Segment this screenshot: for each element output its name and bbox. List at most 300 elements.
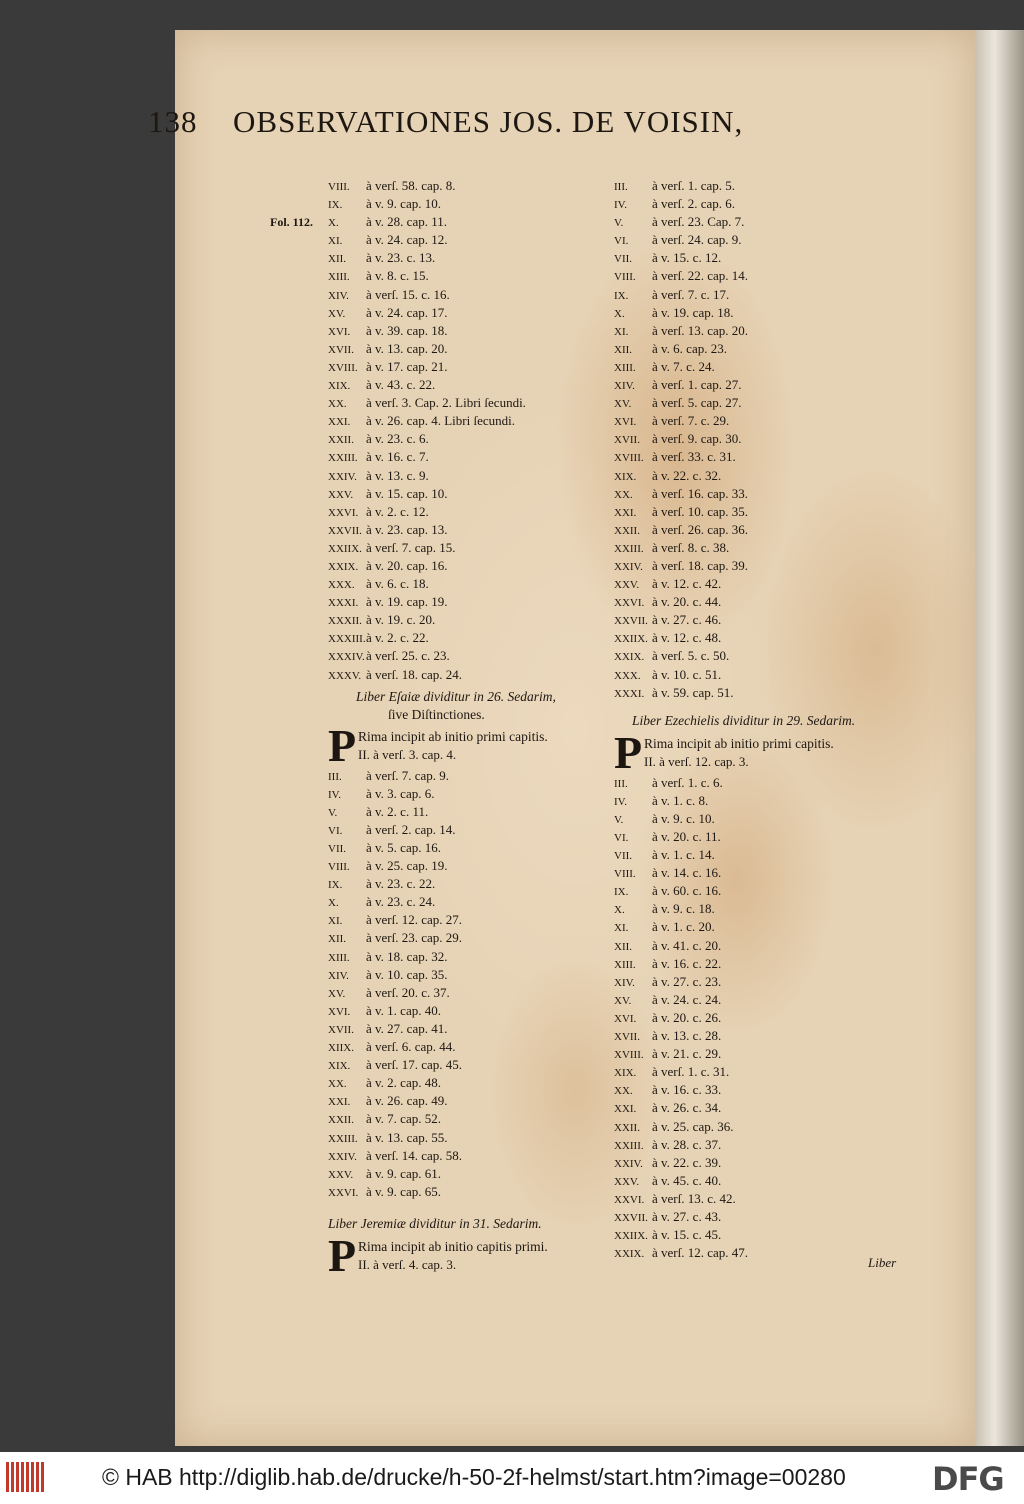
verse-reference: à verſ. 1. cap. 27. (652, 377, 742, 393)
verse-reference: à verſ. 3. Cap. 2. Libri ſecundi. (366, 395, 526, 411)
list-item (328, 821, 618, 839)
list-item (328, 430, 618, 448)
running-title: OBSERVATIONES JOS. DE VOISIN, (233, 104, 744, 139)
verse-reference: à verſ. 26. cap. 36. (652, 521, 749, 537)
list-item (328, 267, 618, 285)
page-header (148, 104, 743, 140)
sedarim-number: VI. (328, 824, 343, 837)
verse-reference: à v. 41. c. 20. (652, 937, 722, 953)
sedarim-number: XXVII. (614, 1211, 648, 1224)
verse-reference: à v. 27. cap. 41. (366, 1020, 448, 1036)
verse-reference: à v. 25. cap. 19. (366, 858, 448, 874)
list-item (328, 575, 618, 593)
sedarim-number: VII. (614, 850, 633, 863)
verse-reference: à verſ. 5. c. 50. (652, 648, 730, 664)
sedarim-number: VIII. (614, 868, 636, 881)
sedarim-number: XXXI. (328, 597, 359, 610)
verse-reference: à verſ. 6. cap. 44. (366, 1039, 456, 1055)
verse-reference: à v. 9. c. 18. (652, 901, 715, 917)
right-column (614, 177, 904, 1262)
list-item (614, 340, 904, 358)
list-item (614, 177, 904, 195)
list-item (614, 864, 904, 882)
verse-reference: à verſ. 7. c. 17. (652, 286, 730, 302)
sedarim-number: VIII. (328, 861, 350, 874)
verse-reference: à v. 20. c. 11. (652, 829, 721, 844)
list-item (614, 231, 904, 249)
incipit-second-line: II. à verſ. 4. cap. 3. (358, 1256, 457, 1272)
verse-reference: à v. 22. c. 39. (652, 1154, 722, 1170)
list-item (270, 213, 618, 231)
verse-reference: à v. 19. c. 20. (366, 612, 436, 628)
section-subtitle-esaiae: ſive Diſtinctiones. (388, 706, 485, 722)
sedarim-number: VII. (614, 253, 633, 266)
sedarim-number: IX. (614, 289, 629, 302)
verse-reference: à v. 20. cap. 16. (366, 557, 448, 573)
sedarim-number: XI. (328, 235, 343, 248)
sedarim-number: XVI. (328, 325, 351, 338)
list-item (328, 767, 618, 785)
list-item (328, 803, 618, 821)
sedarim-number: XVI. (328, 1005, 351, 1018)
verse-reference: à v. 6. c. 18. (366, 576, 429, 592)
list-item (328, 1092, 618, 1110)
list-item (328, 394, 618, 412)
sedarim-number: XXXII. (328, 615, 362, 628)
list-item (328, 857, 618, 875)
list-item (614, 937, 904, 955)
list-item (328, 948, 618, 966)
sedarim-number: X. (328, 217, 339, 230)
list-item (328, 1129, 618, 1147)
ezechielis-incipit (614, 726, 904, 778)
sedarim-number: XVIII. (328, 361, 358, 374)
sedarim-number: XIV. (328, 289, 349, 302)
verse-reference: à v. 18. cap. 32. (366, 948, 448, 964)
list-item (328, 358, 618, 376)
list-item (328, 611, 618, 629)
list-item (614, 991, 904, 1009)
list-item (328, 1165, 618, 1183)
list-item (614, 684, 904, 702)
sedarim-number: XXX. (328, 579, 355, 592)
list-item (328, 1147, 618, 1165)
list-item (614, 394, 904, 412)
sedarim-number: XXVII. (328, 524, 362, 537)
verse-reference: à v. 21. c. 29. (652, 1046, 722, 1062)
sedarim-number: XIII. (328, 951, 350, 964)
verse-reference: à v. 9. cap. 61. (366, 1165, 441, 1181)
sedarim-number: XXXIV. (328, 651, 365, 664)
sedarim-number: XX. (614, 488, 633, 501)
list-item (614, 828, 904, 846)
sedarim-number: XXIII. (328, 1132, 358, 1145)
list-item (328, 647, 618, 665)
list-item (614, 611, 904, 629)
list-item (328, 376, 618, 394)
list-item (328, 785, 618, 803)
verse-reference: à verſ. 1. c. 6. (652, 774, 723, 790)
sedarim-number: XXXIII. (328, 633, 366, 646)
verse-reference: à v. 23. cap. 13. (366, 521, 448, 537)
list-item (614, 467, 904, 485)
verse-reference: à v. 1. cap. 40. (366, 1002, 441, 1018)
verse-reference: à verſ. 16. cap. 33. (652, 485, 749, 501)
list-item (614, 647, 904, 665)
list-item (328, 1074, 618, 1092)
sedarim-number: XXIV. (614, 1157, 643, 1170)
list-item (328, 340, 618, 358)
verse-reference: à v. 16. c. 7. (366, 449, 429, 465)
list-item (614, 430, 904, 448)
list-item (328, 467, 618, 485)
sedarim-number: XXIV. (614, 560, 643, 573)
verse-reference: à v. 2. c. 22. (366, 630, 429, 646)
list-item (328, 1056, 618, 1074)
verse-reference: à verſ. 12. cap. 47. (652, 1245, 749, 1261)
sedarim-number: XXI. (614, 1103, 637, 1116)
verse-reference: à v. 26. cap. 4. Libri ſecundi. (366, 413, 515, 429)
sedarim-number: XVIII. (614, 1049, 644, 1062)
list-item (328, 485, 618, 503)
list-item (328, 177, 618, 195)
sedarim-number: XXX. (614, 669, 641, 682)
verse-reference: à v. 60. c. 16. (652, 883, 722, 899)
list-item (614, 1009, 904, 1027)
verse-reference: à v. 25. cap. 36. (652, 1118, 734, 1134)
list-item (614, 1208, 904, 1226)
sedarim-number: XXIIX. (328, 542, 362, 555)
list-item (614, 792, 904, 810)
verse-reference: à v. 13. c. 9. (366, 467, 429, 483)
list-item (614, 1118, 904, 1136)
sedarim-number: XXIV. (328, 470, 357, 483)
list-item (328, 666, 618, 684)
incipit-second-line: II. à verſ. 3. cap. 4. (358, 746, 457, 762)
right-list-2 (614, 774, 904, 1263)
list-item (328, 1002, 618, 1020)
verse-reference: à v. 16. c. 33. (652, 1082, 722, 1098)
sedarim-number: V. (614, 217, 624, 230)
incipit-second-line: II. à verſ. 12. cap. 3. (644, 753, 749, 769)
sedarim-number: III. (328, 770, 342, 783)
list-item (614, 1136, 904, 1154)
list-item (614, 1244, 904, 1262)
drop-cap: P (328, 719, 357, 771)
sedarim-number: IX. (328, 879, 343, 892)
left-list-1 (270, 177, 618, 684)
list-item (328, 557, 618, 575)
sedarim-number: XXI. (328, 416, 351, 429)
list-item (328, 286, 618, 304)
section-title-esaiae: Liber Eſaiæ dividitur in 26. Sedarim, (356, 688, 556, 704)
sedarim-number: XXVI. (614, 1193, 645, 1206)
sedarim-number: XXI. (614, 506, 637, 519)
sedarim-number: XXIII. (328, 452, 358, 465)
list-item (614, 1045, 904, 1063)
sedarim-number: XXV. (614, 579, 640, 592)
sedarim-number: VI. (614, 832, 629, 844)
sedarim-number: XXIII. (614, 542, 644, 555)
sedarim-number: III. (614, 777, 628, 790)
list-item (328, 322, 618, 340)
verse-reference: à v. 9. cap. 65. (366, 1183, 441, 1199)
sedarim-number: XXVII. (614, 615, 648, 628)
incipit-line: Rima incipit ab initio primi capitis. (358, 728, 548, 744)
list-item (328, 1183, 618, 1201)
list-item (614, 846, 904, 864)
sedarim-number: XVII. (328, 1023, 354, 1036)
list-item (614, 412, 904, 430)
verse-reference: à v. 2. c. 11. (366, 803, 429, 819)
sedarim-number: IV. (614, 199, 627, 212)
sedarim-number: XXIX. (328, 560, 359, 573)
sedarim-number: IX. (614, 886, 629, 899)
sedarim-number: XV. (614, 994, 632, 1007)
verse-reference: à v. 28. c. 37. (652, 1136, 722, 1152)
verse-reference: à verſ. 18. cap. 39. (652, 557, 749, 573)
verse-reference: à v. 15. c. 45. (652, 1227, 722, 1243)
catchword: Liber (868, 1255, 897, 1270)
incipit-line: Rima incipit ab initio capitis primi. (358, 1238, 548, 1254)
sedarim-number: VIII. (328, 181, 350, 193)
sedarim-number: X. (614, 307, 625, 320)
sedarim-number: XXII. (614, 524, 640, 537)
sedarim-number: XXIIX. (614, 1230, 648, 1243)
verse-reference: à v. 24. cap. 12. (366, 232, 448, 248)
list-item (328, 839, 618, 857)
sedarim-number: XXXV. (328, 669, 362, 682)
verse-reference: à v. 1. c. 8. (652, 792, 709, 808)
verse-reference: à verſ. 9. cap. 30. (652, 431, 742, 447)
verse-reference: à v. 14. c. 16. (652, 865, 722, 881)
sedarim-number: XIIX. (328, 1042, 354, 1055)
verse-reference: à v. 13. c. 28. (652, 1028, 722, 1044)
list-item (614, 955, 904, 973)
list-item (614, 521, 904, 539)
list-item (328, 984, 618, 1002)
verse-reference: à v. 19. cap. 19. (366, 594, 448, 610)
verse-reference: à verſ. 1. c. 31. (652, 1064, 730, 1080)
sedarim-number: XIX. (614, 470, 637, 483)
sedarim-number: XV. (328, 987, 346, 1000)
verse-reference: à v. 26. c. 34. (652, 1100, 722, 1116)
verse-reference: à v. 43. c. 22. (366, 377, 436, 393)
verse-reference: à verſ. 2. cap. 14. (366, 821, 456, 837)
list-item (614, 666, 904, 684)
margin-note: Fol. 112. (270, 215, 314, 230)
list-item (328, 966, 618, 984)
verse-reference: à verſ. 18. cap. 24. (366, 666, 463, 682)
sedarim-number: XV. (614, 398, 632, 411)
list-item (328, 195, 618, 213)
sedarim-number: XXIII. (614, 1139, 644, 1152)
list-item (614, 286, 904, 304)
sedarim-number: XV. (328, 307, 346, 320)
sedarim-number: XX. (614, 1085, 633, 1098)
verse-reference: à v. 3. cap. 6. (366, 785, 435, 801)
sedarim-number: IV. (614, 795, 627, 808)
verse-reference: à v. 28. cap. 11. (366, 214, 447, 230)
list-item (614, 249, 904, 267)
verse-reference: à v. 23. c. 6. (366, 431, 429, 447)
verse-reference: à verſ. 7. c. 29. (652, 413, 730, 429)
verse-reference: à v. 22. c. 32. (652, 467, 722, 483)
list-item (614, 900, 904, 918)
verse-reference: à verſ. 20. c. 37. (366, 984, 450, 1000)
sedarim-number: XVII. (328, 343, 354, 356)
verse-reference: à verſ. 24. cap. 9. (652, 232, 742, 248)
dfg-logo: DFG (932, 1460, 1004, 1498)
sedarim-number: XXI. (328, 1096, 351, 1109)
verse-reference: à v. 45. c. 40. (652, 1172, 722, 1188)
list-item (614, 1190, 904, 1208)
verse-reference: à v. 26. cap. 49. (366, 1093, 448, 1109)
list-item (328, 1110, 618, 1128)
list-item (614, 1099, 904, 1117)
list-item (614, 213, 904, 231)
sedarim-number: XIV. (614, 976, 635, 989)
esaiae-incipit (328, 719, 618, 771)
list-item (614, 774, 904, 792)
sedarim-number: XXV. (614, 1175, 640, 1188)
sedarim-number: XII. (614, 940, 633, 953)
list-item (614, 322, 904, 340)
sedarim-number: XIX. (614, 1067, 637, 1080)
list-item (328, 304, 618, 322)
verse-reference: à v. 13. cap. 55. (366, 1129, 448, 1145)
right-list-1 (614, 177, 904, 702)
verse-reference: à v. 59. cap. 51. (652, 684, 734, 700)
verse-reference: à v. 24. c. 24. (652, 991, 722, 1007)
sedarim-number: III. (614, 181, 628, 193)
verse-reference: à v. 2. c. 12. (366, 503, 429, 519)
sedarim-number: XXII. (328, 1114, 354, 1127)
sedarim-number: IX. (328, 199, 343, 212)
verse-reference: à verſ. 7. cap. 15. (366, 539, 456, 555)
verse-reference: à v. 6. cap. 23. (652, 340, 727, 356)
sedarim-number: XXVI. (328, 506, 359, 519)
list-item (328, 1020, 618, 1038)
list-item (328, 629, 618, 647)
list-item (614, 629, 904, 647)
list-item (614, 575, 904, 593)
list-item (614, 539, 904, 557)
list-item (614, 195, 904, 213)
sedarim-number: XXII. (614, 1121, 640, 1134)
list-item (328, 521, 618, 539)
verse-reference: à verſ. 12. cap. 27. (366, 912, 463, 928)
verse-reference: à verſ. 7. cap. 9. (366, 767, 450, 783)
verse-reference: à v. 23. c. 13. (366, 250, 436, 266)
list-item (328, 539, 618, 557)
sedarim-number: XXIV. (328, 1150, 357, 1163)
verse-reference: à v. 8. c. 15. (366, 268, 429, 284)
list-item (614, 918, 904, 936)
list-item (614, 973, 904, 991)
verse-reference: à verſ. 14. cap. 58. (366, 1147, 463, 1163)
list-item (614, 358, 904, 376)
sedarim-number: XXVI. (614, 597, 645, 610)
verse-reference: à v. 1. c. 20. (652, 919, 715, 935)
verse-reference: à verſ. 33. c. 31. (652, 449, 736, 465)
verse-reference: à verſ. 2. cap. 6. (652, 196, 736, 212)
sedarim-number: XVIII. (614, 452, 644, 465)
verse-reference: à v. 5. cap. 16. (366, 840, 441, 855)
left-list-2 (328, 767, 618, 1201)
verse-reference: à verſ. 13. c. 42. (652, 1190, 736, 1206)
list-item (614, 1172, 904, 1190)
list-item (614, 1081, 904, 1099)
verse-reference: à v. 17. cap. 21. (366, 358, 448, 374)
verse-reference: à verſ. 1. cap. 5. (652, 178, 736, 193)
verse-reference: à verſ. 8. c. 38. (652, 539, 730, 555)
barcode-icon (6, 1462, 46, 1492)
list-item (614, 1226, 904, 1244)
verse-reference: à v. 7. cap. 52. (366, 1111, 441, 1127)
list-item (328, 875, 618, 893)
verse-reference: à verſ. 23. cap. 29. (366, 930, 463, 946)
sedarim-number: XIV. (328, 969, 349, 982)
sedarim-number: XI. (614, 325, 629, 338)
verse-reference: à v. 27. c. 46. (652, 612, 722, 628)
verse-reference: à v. 23. c. 24. (366, 894, 436, 910)
list-item (614, 503, 904, 521)
list-item (614, 1154, 904, 1172)
sedarim-number: IV. (328, 788, 341, 801)
verse-reference: à v. 27. c. 23. (652, 973, 722, 989)
page-number: 138 (148, 104, 198, 139)
verse-reference: à verſ. 5. cap. 27. (652, 395, 742, 411)
sedarim-number: XIII. (328, 271, 350, 284)
verse-reference: à verſ. 10. cap. 35. (652, 503, 749, 519)
incipit-line: Rima incipit ab initio primi capitis. (644, 735, 834, 751)
verse-reference: à v. 24. cap. 17. (366, 304, 448, 320)
list-item (328, 448, 618, 466)
sedarim-number: XXIIX. (614, 633, 648, 646)
list-item (328, 231, 618, 249)
sedarim-number: XX. (328, 1078, 347, 1091)
list-item (614, 304, 904, 322)
sedarim-number: V. (328, 806, 338, 819)
copyright-url[interactable]: © HAB http://diglib.hab.de/drucke/h-50-2f-helmst/start.htm?image=00280 (102, 1464, 846, 1490)
sedarim-number: XI. (614, 922, 629, 935)
list-item (614, 448, 904, 466)
verse-reference: à verſ. 15. c. 16. (366, 286, 450, 302)
sedarim-number: XVII. (614, 434, 640, 447)
section-title-ezechielis: Liber Ezechielis dividitur in 29. Sedarim. (632, 712, 856, 728)
sedarim-number: XIV. (614, 380, 635, 393)
verse-reference: à v. 12. c. 42. (652, 576, 722, 592)
sedarim-number: XXVI. (328, 1186, 359, 1199)
list-item (328, 929, 618, 947)
sedarim-number: VII. (328, 843, 347, 855)
list-item (328, 503, 618, 521)
list-item (614, 1063, 904, 1081)
sedarim-number: X. (614, 904, 625, 917)
list-item (614, 1027, 904, 1045)
list-item (328, 249, 618, 267)
sedarim-number: XIX. (328, 380, 351, 393)
verse-reference: à v. 1. c. 14. (652, 847, 715, 863)
sedarim-number: VIII. (614, 271, 636, 284)
drop-cap: P (614, 726, 643, 778)
verse-reference: à v. 12. c. 48. (652, 630, 722, 646)
sedarim-number: XXXI. (614, 687, 645, 700)
verse-reference: à v. 13. cap. 20. (366, 340, 448, 356)
verse-reference: à v. 20. c. 26. (652, 1009, 722, 1025)
sedarim-number: XXV. (328, 488, 354, 501)
